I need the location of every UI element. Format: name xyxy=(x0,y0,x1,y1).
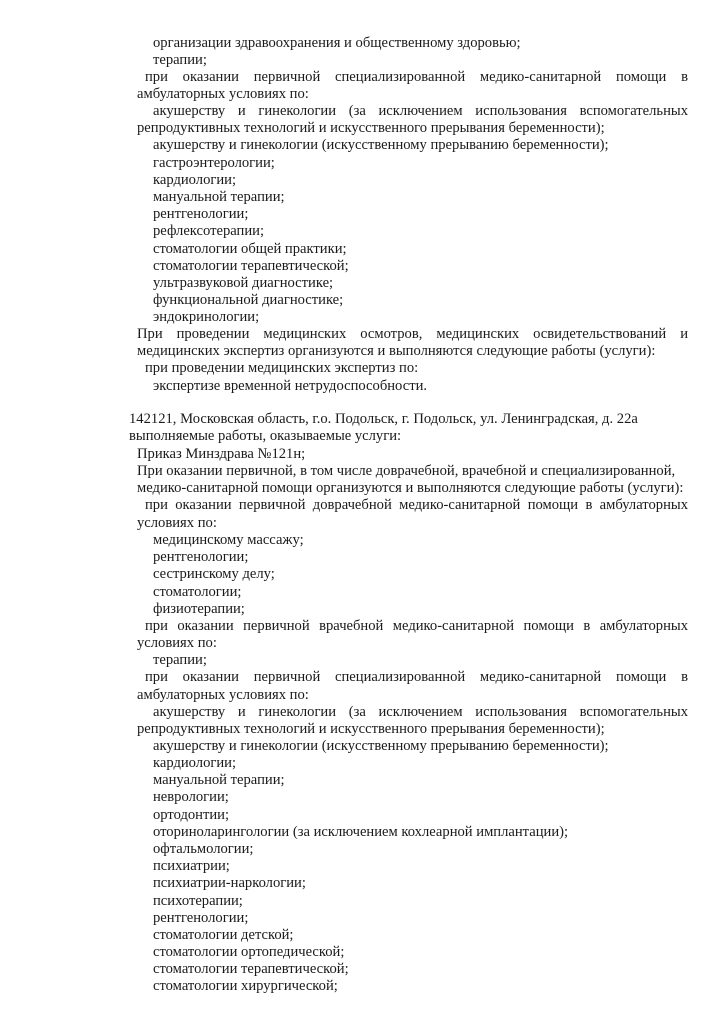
text-line: кардиологии; xyxy=(153,755,237,771)
text-line: акушерству и гинекологии (за исключением использования вспомогательных xyxy=(153,704,688,720)
text-line: стоматологии ортопедической; xyxy=(153,944,345,960)
address-line: 142121, Московская область, г.о. Подольск, г. Подольск, ул. Ленинградская, д. 22а xyxy=(129,411,638,427)
text-line: стоматологии; xyxy=(153,584,242,600)
text-line: акушерству и гинекологии (за исключением использования вспомогательных xyxy=(153,103,688,119)
text-line: офтальмологии; xyxy=(153,841,254,857)
text-line: амбулаторных условиях по: xyxy=(137,86,309,102)
text-line: амбулаторных условиях по: xyxy=(137,687,309,703)
text-line: выполняемые работы, оказываемые услуги: xyxy=(129,428,402,444)
text-line: рентгенологии; xyxy=(153,206,249,222)
text-line: стоматологии терапевтической; xyxy=(153,258,349,274)
text-line: рентгенологии; xyxy=(153,910,249,926)
text-line: психиатрии-наркологии; xyxy=(153,875,306,891)
text-line: организации здравоохранения и общественному здоровью; xyxy=(153,35,521,51)
text-line: кардиологии; xyxy=(153,172,237,188)
text-line: психиатрии; xyxy=(153,858,230,874)
text-line: При оказании первичной, в том числе доврачебной, врачебной и специализированной, xyxy=(137,463,676,479)
text-line: психотерапии; xyxy=(153,893,243,909)
text-line: гастроэнтерологии; xyxy=(153,155,275,171)
text-line: медицинских экспертиз организуются и выполняются следующие работы (услуги): xyxy=(137,343,656,359)
text-line: Приказ Минздрава №121н; xyxy=(137,446,306,462)
text-line: при проведении медицинских экспертиз по: xyxy=(145,360,419,376)
text-line: условиях по: xyxy=(137,635,217,651)
text-line: акушерству и гинекологии (искусственному прерыванию беременности); xyxy=(153,137,609,153)
text-line: ортодонтии; xyxy=(153,807,230,823)
text-line: сестринскому делу; xyxy=(153,566,275,582)
text-line: медицинскому массажу; xyxy=(153,532,304,548)
text-line: рентгенологии; xyxy=(153,549,249,565)
text-line: при оказании первичной врачебной медико-санитарной помощи в амбулаторных xyxy=(145,618,688,634)
text-line: при оказании первичной специализированной медико-санитарной помощи в xyxy=(145,69,688,85)
text-line: терапии; xyxy=(153,52,207,68)
text-line: При проведении медицинских осмотров, медицинских освидетельствований и xyxy=(137,326,688,342)
text-line: стоматологии терапевтической; xyxy=(153,961,349,977)
text-line: мануальной терапии; xyxy=(153,189,285,205)
text-line: стоматологии детской; xyxy=(153,927,294,943)
text-line: рефлексотерапии; xyxy=(153,223,265,239)
text-line: функциональной диагностике; xyxy=(153,292,344,308)
text-line: при оказании первичной доврачебной медико-санитарной помощи в амбулаторных xyxy=(145,497,688,513)
text-line: стоматологии хирургической; xyxy=(153,978,338,994)
text-line: при оказании первичной специализированной медико-санитарной помощи в xyxy=(145,669,688,685)
text-line: ультразвуковой диагностике; xyxy=(153,275,334,291)
text-line: медико-санитарной помощи организуются и выполняются следующие работы (услуги): xyxy=(137,480,684,496)
text-line: мануальной терапии; xyxy=(153,772,285,788)
text-line: экспертизе временной нетрудоспособности. xyxy=(153,378,428,394)
text-line: репродуктивных технологий и искусственного прерывания беременности); xyxy=(137,721,605,737)
text-line: репродуктивных технологий и искусственного прерывания беременности); xyxy=(137,120,605,136)
text-line: неврологии; xyxy=(153,789,229,805)
text-line: акушерству и гинекологии (искусственному прерыванию беременности); xyxy=(153,738,609,754)
text-line: условиях по: xyxy=(137,515,217,531)
text-line: оториноларингологии (за исключением кохлеарной имплантации); xyxy=(153,824,569,840)
text-line: терапии; xyxy=(153,652,207,668)
text-line: физиотерапии; xyxy=(153,601,245,617)
text-line: эндокринологии; xyxy=(153,309,260,325)
text-line: стоматологии общей практики; xyxy=(153,241,347,257)
